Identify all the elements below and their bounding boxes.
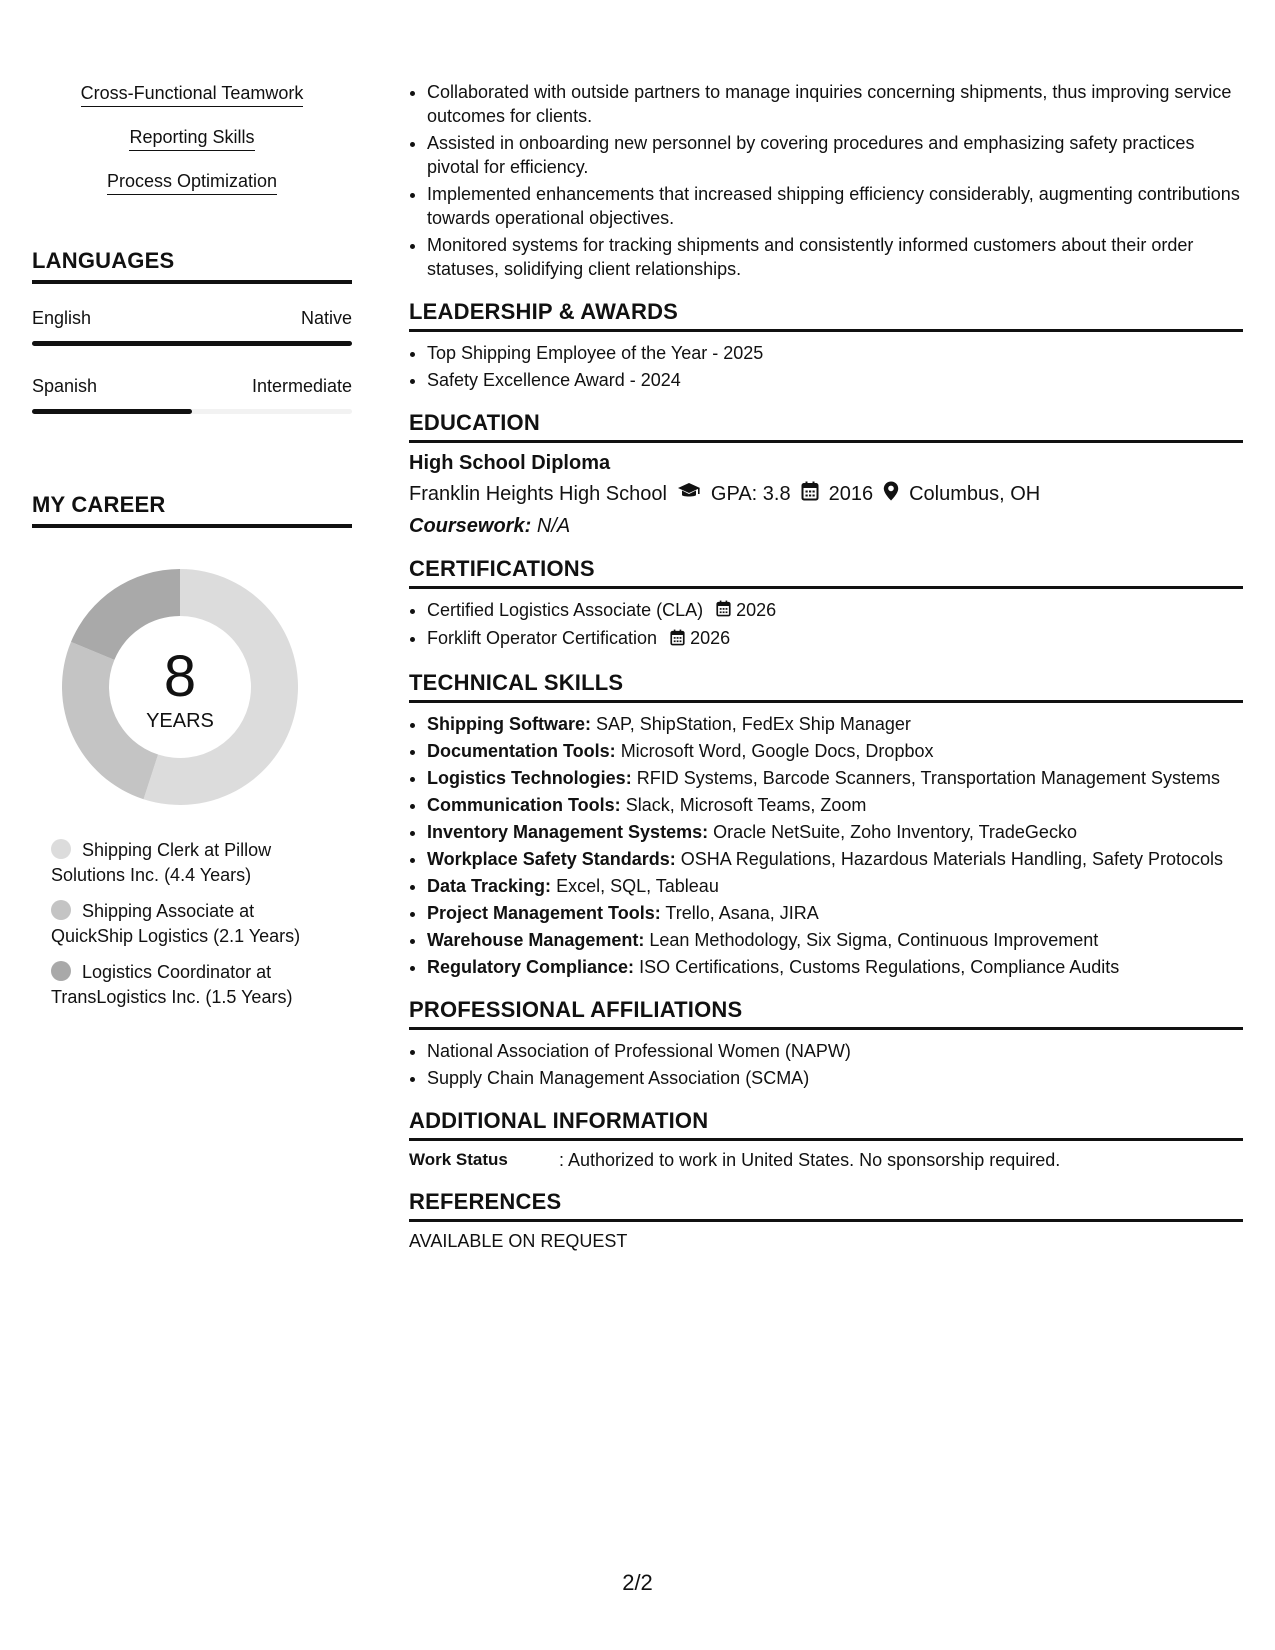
skill-category: Warehouse Management: [427, 929, 645, 950]
experience-bullet: • Implemented enhancements that increased shipping efficiency considerably, augmenting contributions towards operational objectives. [427, 182, 1243, 230]
calendar-icon [670, 628, 685, 652]
affiliations-heading: PROFESSIONAL AFFILIATIONS [409, 997, 1243, 1030]
language-level: Native [300, 308, 352, 328]
technical-skill-item [427, 766, 1243, 790]
technical-skill-item [427, 739, 1243, 763]
certification-item [427, 598, 1243, 623]
skill-category: Project Management Tools: [427, 902, 661, 923]
skill-values: ISO Certifications, Customs Regulations, Compliance Audits [639, 956, 1120, 977]
certification-name: Certified Logistics Associate (CLA) [427, 600, 704, 620]
technical-skill-item [427, 874, 1243, 898]
technical-skills-list [409, 712, 1243, 979]
technical-skill-item [427, 955, 1243, 979]
certification-name: Forklift Operator Certification [427, 628, 658, 649]
skill-category: Inventory Management Systems: [427, 821, 709, 842]
additional-info-heading: ADDITIONAL INFORMATION [409, 1108, 1243, 1141]
certifications-list [409, 598, 1243, 652]
career-legend [51, 838, 341, 1010]
awards-list [409, 341, 1243, 392]
skill-item: Reporting Skills [129, 126, 254, 151]
skill-category: Communication Tools: [427, 794, 621, 815]
skill-values: RFID Systems, Barcode Scanners, Transportation Management Systems [636, 767, 1220, 788]
education-school: Franklin Heights High School [409, 482, 667, 505]
legend-label: Shipping Clerk at Pillow Solutions Inc. (4.4 Years) [51, 840, 272, 885]
award-item: • Safety Excellence Award - 2024 [427, 368, 1243, 392]
skill-values: Oracle NetSuite, Zoho Inventory, TradeGecko [713, 821, 1077, 842]
certification-year: 2026 [690, 628, 731, 649]
references-value: AVAILABLE ON REQUEST [409, 1230, 628, 1251]
career-donut-chart [55, 562, 305, 812]
technical-skill-item [427, 928, 1243, 952]
technical-skill-item [427, 847, 1243, 871]
experience-bullet: • Collaborated with outside partners to manage inquiries concerning shipments, thus improving service outcomes for clients. [427, 80, 1243, 128]
work-status-label: Work Status [409, 1149, 508, 1169]
language-bar [32, 409, 352, 414]
work-status-row [409, 1150, 1243, 1171]
location-pin-icon [883, 481, 899, 507]
skill-values: Slack, Microsoft Teams, Zoom [625, 794, 867, 815]
skill-category: Workplace Safety Standards: [427, 848, 676, 869]
skill-values: SAP, ShipStation, FedEx Ship Manager [596, 713, 911, 734]
career-total-years: 8 [163, 644, 197, 709]
languages-heading: LANGUAGES [32, 248, 352, 284]
page-number: 2/2 [622, 1570, 653, 1595]
skill-values: Lean Methodology, Six Sigma, Continuous Improvement [649, 929, 1099, 950]
coursework-value: N/A [536, 515, 571, 537]
calendar-icon [716, 599, 731, 623]
technical-skills-heading: TECHNICAL SKILLS [409, 670, 1243, 703]
career-legend-item [51, 899, 341, 949]
education-location: Columbus, OH [909, 482, 1041, 505]
education-details [409, 481, 1243, 507]
skill-category: Logistics Technologies: [427, 767, 632, 788]
coursework-label: Coursework: [409, 515, 532, 537]
language-bar-fill [32, 341, 352, 346]
legend-swatch [51, 839, 71, 859]
technical-skill-item [427, 820, 1243, 844]
language-level: Intermediate [251, 376, 352, 396]
education-coursework [409, 515, 1243, 538]
affiliations-list [409, 1039, 1243, 1090]
education-gpa: GPA: 3.8 [710, 482, 791, 505]
award-item: • Top Shipping Employee of the Year - 2025 [427, 341, 1243, 365]
career-total-unit: YEARS [146, 710, 214, 732]
career-legend-item [51, 838, 341, 888]
graduation-cap-icon [677, 482, 701, 506]
education-year: 2016 [828, 482, 874, 505]
calendar-icon [801, 481, 819, 507]
skill-category: Documentation Tools: [427, 740, 616, 761]
main-content [409, 80, 1243, 1252]
experience-bullets [409, 80, 1243, 281]
career-heading: MY CAREER [32, 492, 352, 528]
skill-item: Process Optimization [107, 170, 277, 195]
references-heading: REFERENCES [409, 1189, 1243, 1222]
awards-heading: LEADERSHIP & AWARDS [409, 299, 1243, 332]
skill-category: Data Tracking: [427, 875, 552, 896]
language-bar [32, 341, 352, 346]
skill-values: OSHA Regulations, Hazardous Materials Handling, Safety Protocols [680, 848, 1224, 869]
skill-category: Shipping Software: [427, 713, 591, 734]
skill-list [32, 82, 352, 214]
skill-item: Cross-Functional Teamwork [81, 82, 304, 107]
career-legend-item [51, 960, 341, 1010]
legend-swatch [51, 961, 71, 981]
skill-values: Microsoft Word, Google Docs, Dropbox [620, 740, 934, 761]
language-bar-fill [32, 409, 192, 414]
language-name: English [32, 308, 92, 328]
legend-label: Logistics Coordinator at TransLogistics Inc. (1.5 Years) [51, 962, 293, 1007]
technical-skill-item [427, 793, 1243, 817]
legend-swatch [51, 900, 71, 920]
experience-bullet: • Monitored systems for tracking shipments and consistently informed customers about their order statuses, solidifying client relationships. [427, 233, 1243, 281]
language-spanish [32, 376, 352, 414]
experience-bullet: • Assisted in onboarding new personnel by covering procedures and emphasizing safety practices pivotal for efficiency. [427, 131, 1243, 179]
skill-values: Excel, SQL, Tableau [556, 875, 719, 896]
skill-values: Trello, Asana, JIRA [665, 902, 819, 923]
affiliation-item: • Supply Chain Management Association (SCMA) [427, 1066, 1243, 1090]
skill-category: Regulatory Compliance: [427, 956, 635, 977]
technical-skill-item [427, 712, 1243, 736]
work-status-value: : Authorized to work in United States. No sponsorship required. [559, 1149, 1061, 1170]
education-degree: High School Diploma [409, 452, 611, 474]
certifications-heading: CERTIFICATIONS [409, 556, 1243, 589]
language-english [32, 308, 352, 346]
certification-item [427, 626, 1243, 651]
language-name: Spanish [32, 376, 98, 396]
technical-skill-item [427, 901, 1243, 925]
sidebar [32, 82, 352, 1021]
affiliation-item: • National Association of Professional Women (NAPW) [427, 1039, 1243, 1063]
legend-label: Shipping Associate at QuickShip Logistics (2.1 Years) [51, 901, 301, 946]
education-heading: EDUCATION [409, 410, 1243, 443]
certification-year: 2026 [736, 600, 777, 620]
